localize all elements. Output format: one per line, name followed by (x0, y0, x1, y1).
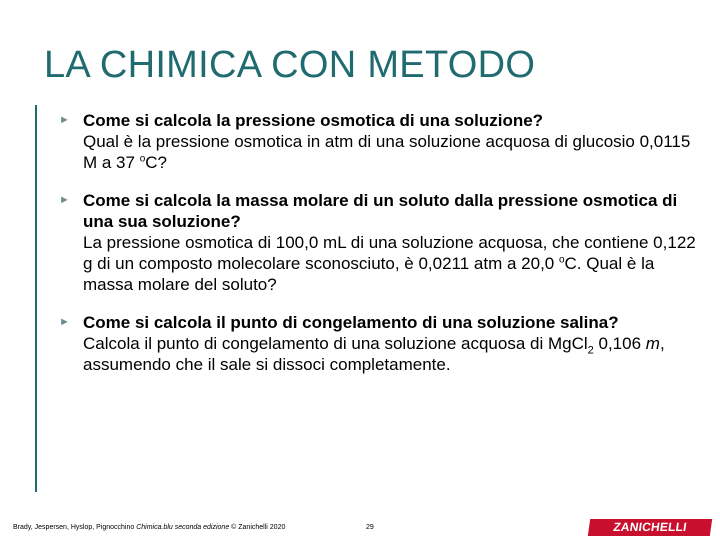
list-item (56, 110, 696, 173)
question-heading: Come si calcola la pressione osmotica di una soluzione? (83, 111, 544, 130)
question-text: Qual è la pressione osmotica in atm di una soluzione acquosa di glucosio 0,0115 M a 37 $^o$C? (83, 132, 691, 172)
question-text: Calcola il punto di congelamento di una soluzione acquosa di MgCl$_2$ 0,106 m, assumendo che il sale si dissoci completamente. (83, 334, 665, 374)
footer-citation: Brady, Jespersen, Hyslop, Pignocchino Chimica.blu seconda edizione © Zanichelli 2020 (13, 524, 286, 531)
zanichelli-logo: ZANICHELLI (588, 519, 712, 536)
list-item (56, 190, 696, 295)
bullet-icon: ► (59, 194, 70, 206)
list-item (56, 312, 696, 375)
question-heading: Come si calcola il punto di congelamento di una soluzione salina? (83, 313, 619, 332)
question-text: La pressione osmotica di 100,0 mL di una soluzione acquosa, che contiene 0,122 g di un composto molecolare sconosciuto, è 0,0211 atm a 20,0 $^o$C. Qual è la massa molare del soluto? (83, 233, 696, 294)
bullet-icon: ► (59, 316, 70, 328)
page-number: 29 (366, 524, 374, 531)
bullet-icon: ► (59, 114, 70, 126)
question-heading: Come si calcola la massa molare di un soluto dalla pressione osmotica di una sua soluzione? (83, 191, 678, 231)
content-area (56, 110, 696, 392)
slide-title: LA CHIMICA CON METODO (44, 44, 536, 86)
accent-line (35, 105, 37, 492)
